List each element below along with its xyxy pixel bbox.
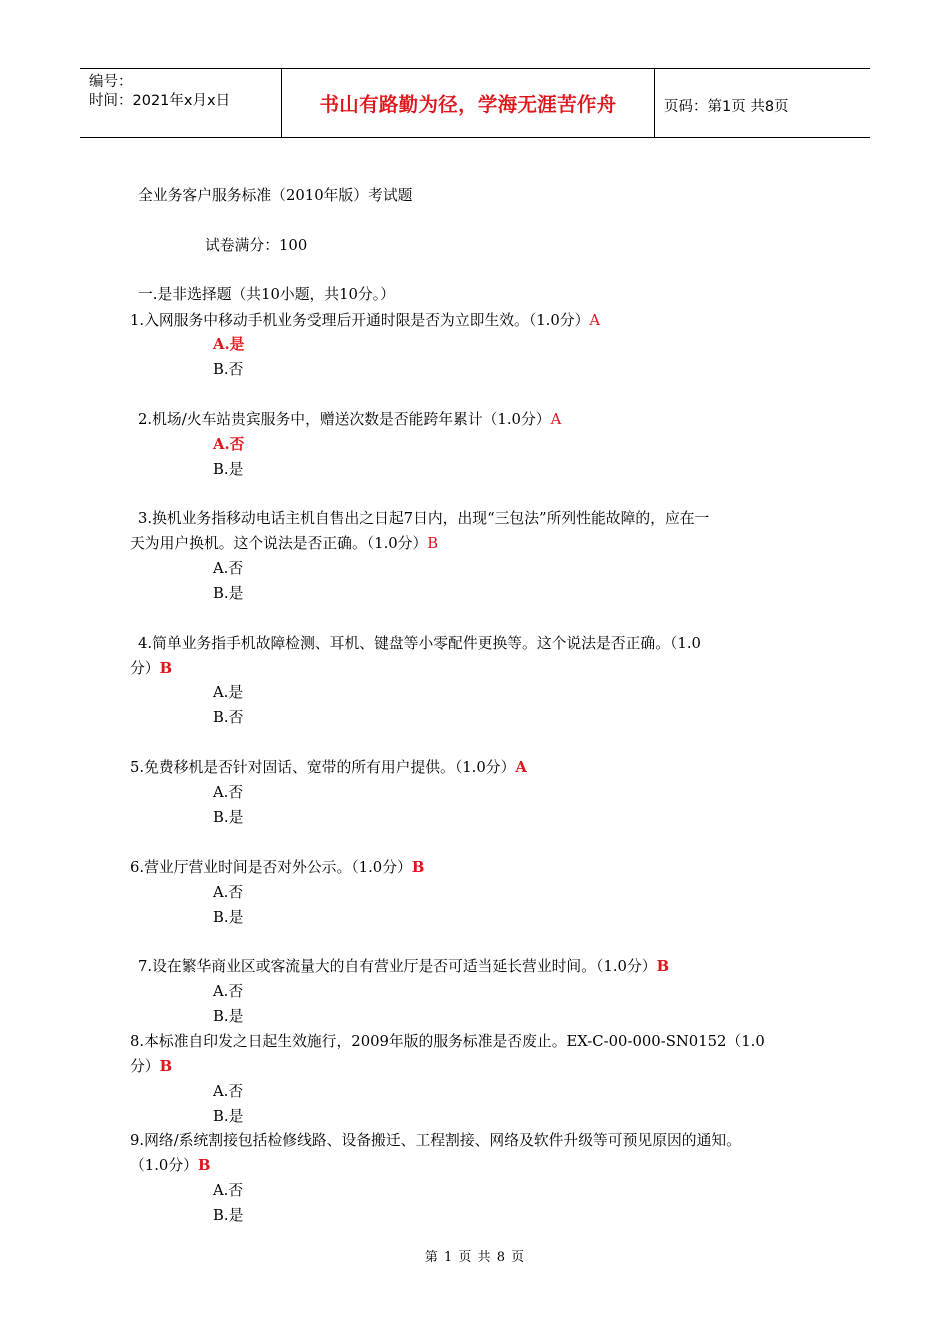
page-header bbox=[80, 68, 870, 138]
answer-key: B bbox=[411, 859, 425, 876]
option-b: B.是 bbox=[213, 1108, 244, 1125]
option-a: A.是 bbox=[213, 684, 244, 701]
option-b: B.是 bbox=[213, 1008, 244, 1025]
question-stem-cont: 分）B bbox=[130, 660, 173, 677]
question-stem: 1.入网服务中移动手机业务受理后开通时限是否为立即生效。（1.0分）A bbox=[130, 312, 601, 329]
question-stem: 9.网络/系统割接包括检修线路、设备搬迁、工程割接、网络及软件升级等可预见原因的通知。 bbox=[130, 1132, 741, 1149]
question-stem: 7.设在繁华商业区或客流量大的自有营业厅是否可适当延长营业时间。（1.0分）B bbox=[138, 958, 670, 975]
time-label: 时间：2021年x月x日 bbox=[89, 93, 231, 109]
header-divider bbox=[654, 69, 655, 137]
answer-key: B bbox=[159, 660, 173, 677]
page-footer: 第 1 页 共 8 页 bbox=[424, 1250, 526, 1265]
exam-title: 全业务客户服务标准（2010年版）考试题 bbox=[138, 187, 413, 204]
option-a: A.否 bbox=[213, 560, 244, 577]
question-stem: 8.本标准自印发之日起生效施行，2009年版的服务标准是否废止。EX-C-00-000-SN0152（1.0 bbox=[130, 1033, 765, 1050]
option-a: A.否 bbox=[213, 884, 244, 901]
option-a: A.是 bbox=[213, 336, 245, 353]
answer-key: B bbox=[656, 958, 670, 975]
section-heading: 一.是非选择题（共10小题，共10分。） bbox=[138, 286, 395, 303]
option-a: A.否 bbox=[213, 784, 244, 801]
question-stem: 6.营业厅营业时间是否对外公示。（1.0分）B bbox=[130, 859, 425, 876]
option-a: A.否 bbox=[213, 983, 244, 1000]
option-b: B.是 bbox=[213, 909, 244, 926]
question-stem: 4.简单业务指手机故障检测、耳机、键盘等小零配件更换等。这个说法是否正确。（1.0 bbox=[138, 635, 701, 652]
question-stem: 3.换机业务指移动电话主机自售出之日起7日内，出现“三包法”所列性能故障的，应在一 bbox=[138, 510, 710, 527]
option-a: A.否 bbox=[213, 1182, 244, 1199]
question-stem-cont: 分）B bbox=[130, 1058, 173, 1075]
option-b: B.是 bbox=[213, 585, 244, 602]
answer-key: A bbox=[550, 411, 562, 428]
answer-key: A bbox=[589, 312, 601, 329]
question-stem: 5.免费移机是否针对固话、宽带的所有用户提供。（1.0分）A bbox=[130, 759, 527, 776]
header-motto: 书山有路勤为径，学海无涯苦作舟 bbox=[319, 93, 617, 116]
option-b: B.否 bbox=[213, 361, 244, 378]
option-a: A.否 bbox=[213, 436, 245, 453]
answer-key: B bbox=[197, 1157, 211, 1174]
serial-label: 编号： bbox=[89, 74, 133, 90]
answer-key: B bbox=[427, 535, 439, 552]
answer-key: A bbox=[515, 759, 527, 776]
option-b: B.否 bbox=[213, 709, 244, 726]
question-stem-cont: 天为用户换机。这个说法是否正确。（1.0分）B bbox=[130, 535, 439, 552]
option-b: B.是 bbox=[213, 1207, 244, 1224]
question-stem-cont: （1.0分）B bbox=[130, 1157, 211, 1174]
header-meta bbox=[89, 73, 230, 111]
option-a: A.否 bbox=[213, 1083, 244, 1100]
header-page-info: 页码：第1页 共8页 bbox=[664, 99, 789, 115]
answer-key: B bbox=[159, 1058, 173, 1075]
full-score: 试卷满分：100 bbox=[205, 237, 308, 254]
question-stem: 2.机场/火车站贵宾服务中，赠送次数是否能跨年累计（1.0分）A bbox=[138, 411, 562, 428]
option-b: B.是 bbox=[213, 809, 244, 826]
option-b: B.是 bbox=[213, 461, 244, 478]
